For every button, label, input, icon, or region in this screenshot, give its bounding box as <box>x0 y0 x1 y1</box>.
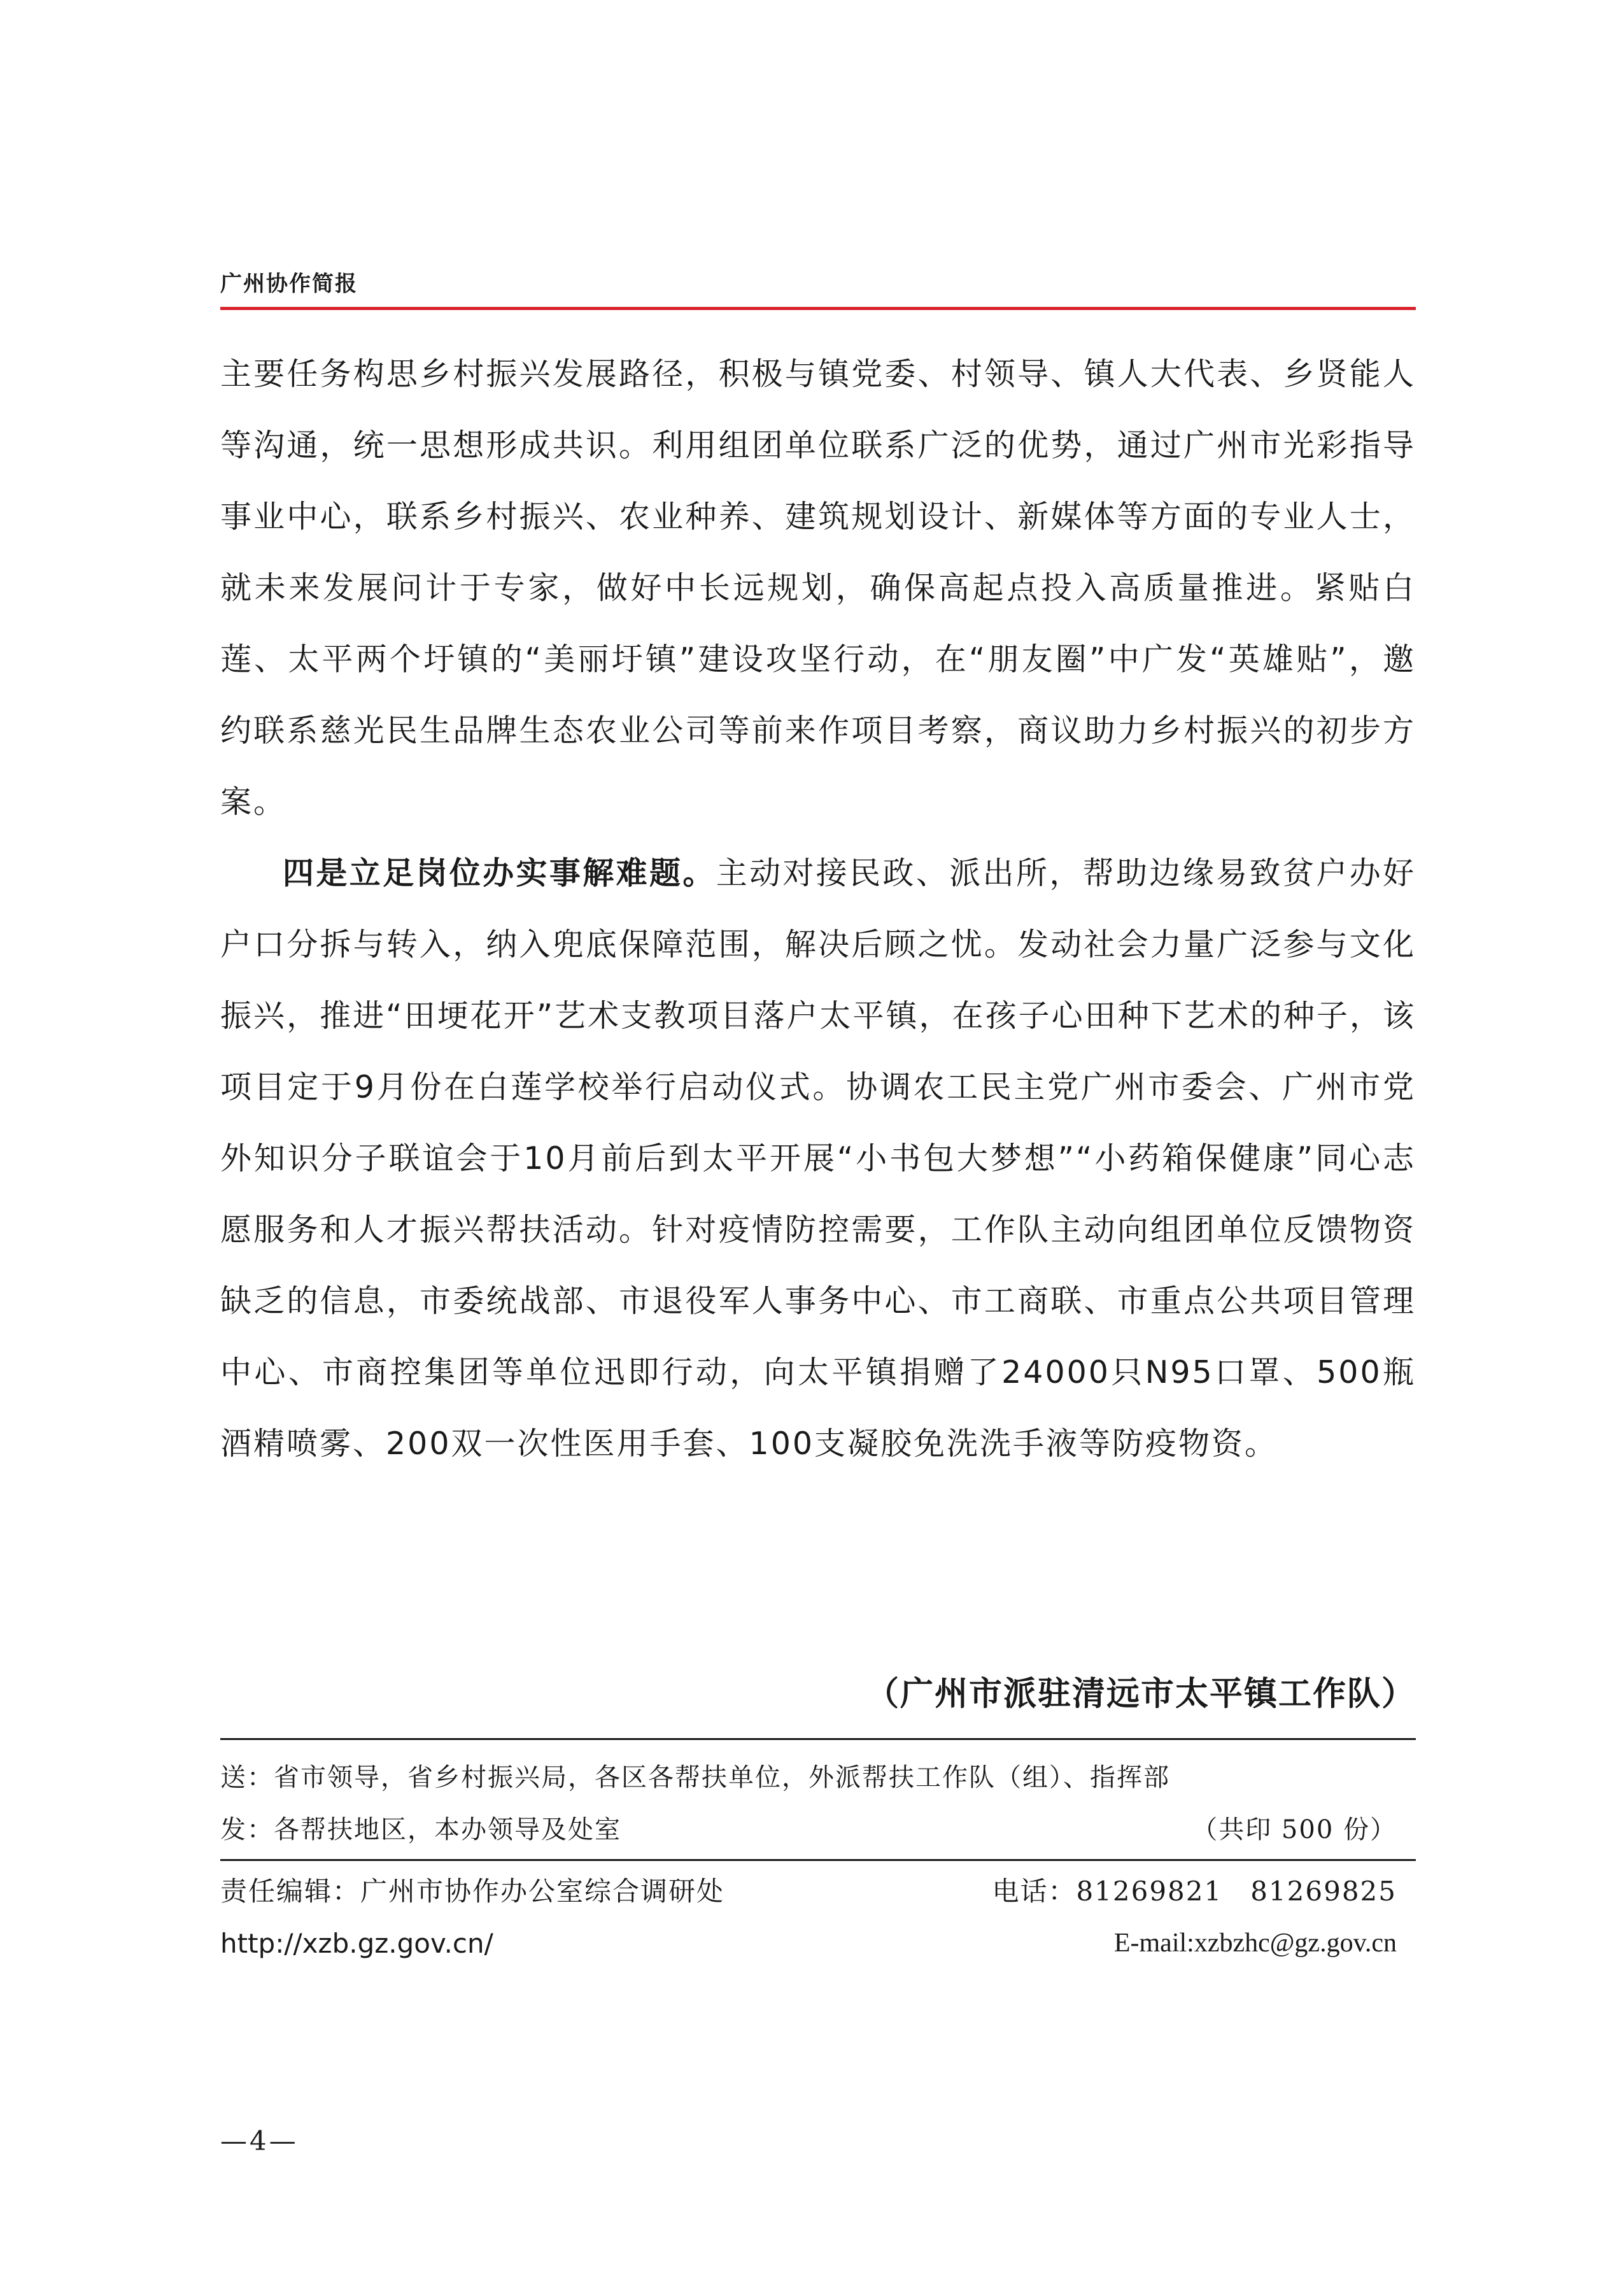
website-link[interactable]: http://xzb.gz.gov.cn/ <box>220 1928 493 1959</box>
article-body <box>220 339 1416 1480</box>
contact-line <box>220 1928 1416 1959</box>
email-link[interactable]: E-mail:xzbzhc@gz.gov.cn <box>1113 1928 1397 1958</box>
distribution-send <box>220 1757 1416 1793</box>
distribution-issue <box>220 1809 1416 1846</box>
header-red-rule <box>220 307 1416 310</box>
paragraph-1: 主要任务构思乡村振兴发展路径，积极与镇党委、村领导、镇人大代表、乡贤能人等沟通，统一思想形成共识。利用组团单位联系广泛的优势，通过广州市光彩指导事业中心，联系乡村振兴、农业种养、建筑规划设计、新媒体等方面的专业人士，就未来发展问计于专家，做好中长远规划，确保高起点投入高质量推进。紧贴白莲、太平两个圩镇的“美丽圩镇”建设攻坚行动，在“朋友圈”中广发“英雄贴”，邀约联系慈光民生品牌生态农业公司等前来作项目考察，商议助力乡村振兴的初步方案。 <box>220 356 1416 820</box>
paragraph-2-heading: 四是立足岗位办实事解难题。 <box>283 855 716 891</box>
paragraph-2-text: 主动对接民政、派出所，帮助边缘易致贫户办好户口分拆与转入，纳入兜底保障范围，解决后顾之忧。发动社会力量广泛参与文化振兴，推进“田埂花开”艺术支教项目落户太平镇，在孩子心田种下艺术的种子，该项目定于9月份在白莲学校举行启动仪式。协调农工民主党广州市委会、广州市党外知识分子联谊会于10月前后到太平开展“小书包大梦想”“小药箱保健康”同心志愿服务和人才振兴帮扶活动。针对疫情防控需要，工作队主动向组团单位反馈物资缺乏的信息，市委统战部、市退役军人事务中心、市工商联、市重点公共项目管理中心、市商控集团等单位迅即行动，向太平镇捐赠了24000只N95口罩、500瓶酒精喷雾、200双一次性医用手套、100支凝胶免洗洗手液等防疫物资。 <box>220 855 1416 1462</box>
issue-list: 发：各帮扶地区，本办领导及处室 <box>220 1815 621 1844</box>
send-list: 送：省市领导，省乡村振兴局，各区各帮扶单位，外派帮扶工作队（组）、指挥部 <box>220 1763 1170 1792</box>
signature: （广州市派驻清远市太平镇工作队） <box>865 1675 1416 1713</box>
editor-line <box>220 1871 1416 1909</box>
bulletin-header-title: 广州协作简报 <box>220 271 358 297</box>
paragraph-2 <box>220 838 1416 1480</box>
distribution-bottom-rule <box>220 1859 1416 1861</box>
page-number: —4— <box>220 2125 299 2156</box>
print-copies: （共印 500 份） <box>1192 1815 1397 1844</box>
distribution-top-rule <box>220 1738 1416 1740</box>
responsible-editor: 责任编辑：广州市协作办公室综合调研处 <box>220 1876 725 1907</box>
phone-numbers: 电话：81269821 81269825 <box>992 1876 1397 1907</box>
